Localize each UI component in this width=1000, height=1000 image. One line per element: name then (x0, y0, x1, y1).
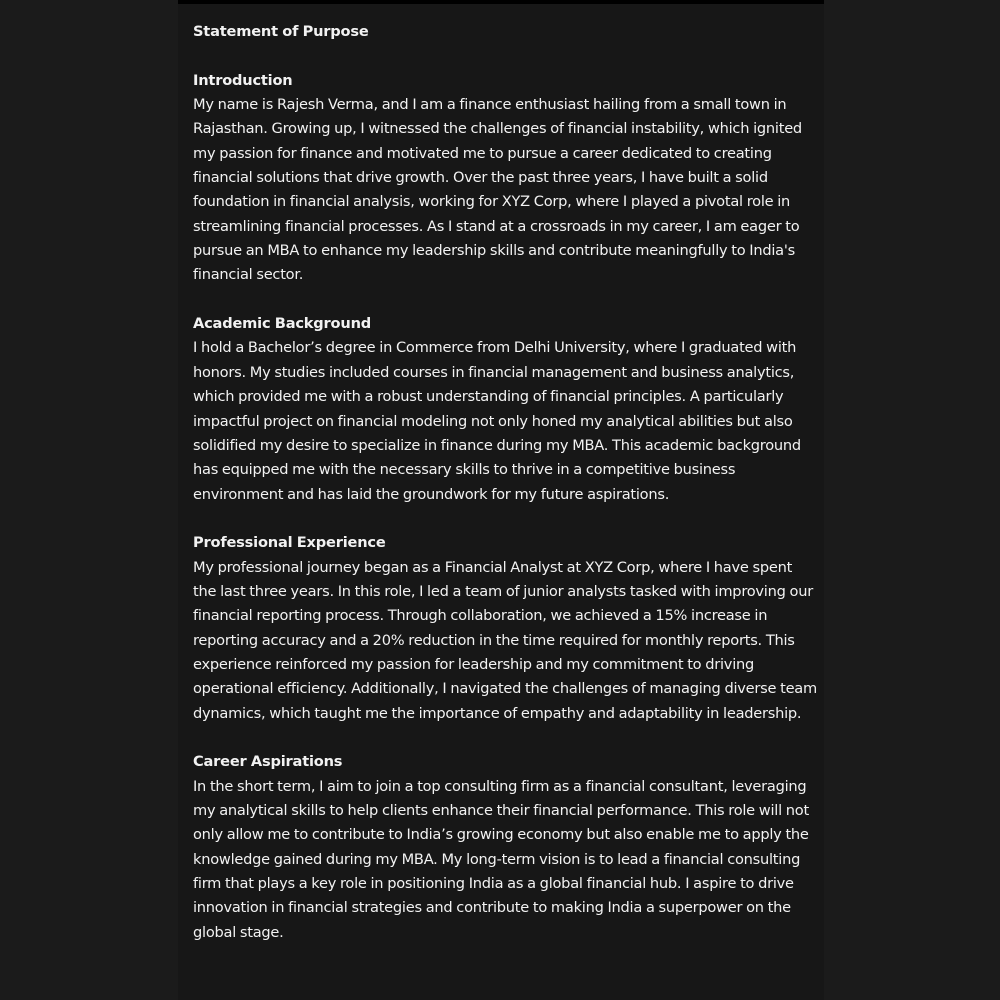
section-body: In the short term, I aim to join a top consulting firm as a financial consultant, leveraging my analytical skills to help clients enhance their financial performance. This role will not only allow me to contribute to India’s growing economy but also enable me to apply the knowledge gained during my MBA. My long-term vision is to lead a financial consulting firm that plays a key role in positioning India as a global financial hub. I aspire to drive innovation in financial strategies and contribute to making India a superpower on the global stage. (193, 777, 809, 941)
section-body: I hold a Bachelor’s degree in Commerce from Delhi University, where I graduated with honors. My studies included courses in financial management and business analytics, which provided me with a robust understanding of financial principles. A particularly impactful project on financial modeling not only honed my analytical abilities but also solidified my desire to specialize in finance during my MBA. This academic background has equipped me with the necessary skills to thrive in a competitive business environment and has laid the groundwork for my future aspirations. (193, 339, 801, 503)
section-body: My name is Rajesh Verma, and I am a finance enthusiast hailing from a small town in Rajasthan. Growing up, I witnessed the challenges of financial instability, which ignited my passion for finance and motivated me to pursue a career dedicated to creating financial solutions that drive growth. Over the past three years, I have built a solid foundation in financial analysis, working for XYZ Corp, where I played a pivotal role in streamlining financial processes. As I stand at a crossroads in my career, I am eager to pursue an MBA to enhance my leadership skills and contribute meaningfully to India's financial sector. (193, 96, 802, 284)
top-bar (178, 0, 824, 4)
section-professional-experience (193, 531, 818, 726)
section-heading: Introduction (193, 71, 293, 89)
document-panel (178, 0, 824, 1000)
section-body: My professional journey began as a Financial Analyst at XYZ Corp, where I have spent the last three years. In this role, I led a team of junior analysts tasked with improving our financial reporting process. Through collaboration, we achieved a 15% increase in reporting accuracy and a 20% reduction in the time required for monthly reports. This experience reinforced my passion for leadership and my commitment to driving operational efficiency. Additionally, I navigated the challenges of managing diverse team dynamics, which taught me the importance of empathy and adaptability in leadership. (193, 558, 817, 722)
section-heading: Professional Experience (193, 534, 386, 552)
section-heading: Academic Background (193, 315, 372, 333)
section-career-aspirations (193, 750, 818, 945)
section-introduction (193, 69, 818, 288)
section-heading: Career Aspirations (193, 753, 343, 771)
document-content (193, 20, 818, 969)
document-title: Statement of Purpose (193, 23, 369, 40)
section-academic-background (193, 312, 818, 507)
